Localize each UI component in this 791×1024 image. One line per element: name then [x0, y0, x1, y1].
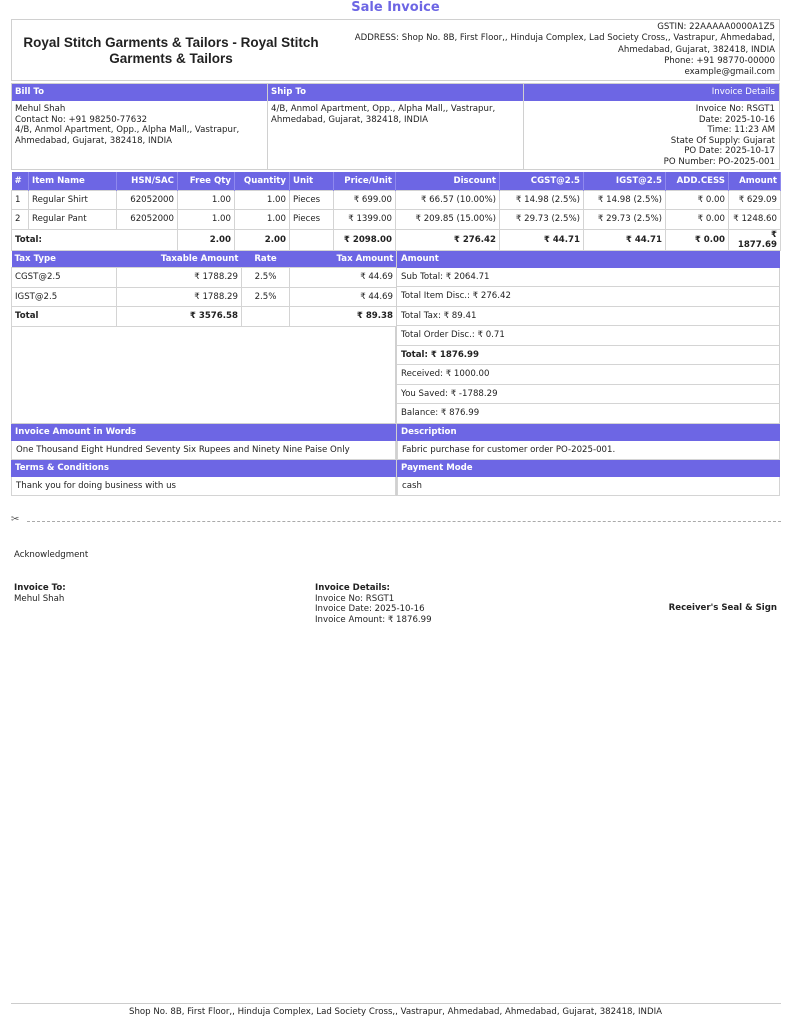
table-row [12, 190, 781, 210]
receiver-seal-sign: Receiver's Seal & Sign [668, 603, 777, 613]
received-amount: Received: ₹ 1000.00 [397, 365, 780, 385]
bill-to-panel [12, 84, 268, 169]
ship-to-title: Ship To [268, 84, 523, 101]
dashed-divider [27, 521, 781, 522]
tax-summary [11, 251, 396, 424]
business-phone: Phone: +91 98770-00000 [664, 55, 775, 66]
ack-invoice-date: Invoice Date: 2025-10-16 [315, 604, 425, 614]
col-amount: Amount [729, 172, 781, 190]
cell: ₹ 44.71 [500, 229, 584, 250]
cell: ₹ 89.38 [290, 307, 397, 327]
ack-invoice-to-name: Mehul Shah [14, 593, 65, 604]
bill-to-contact: Contact No: +91 98250-77632 [15, 114, 148, 125]
cell: Total: [12, 229, 178, 250]
balance-amount: Balance: ₹ 876.99 [397, 404, 780, 424]
bill-to-name: Mehul Shah [15, 104, 66, 114]
col-free-qty: Free Qty [178, 172, 235, 190]
col-quantity: Quantity [235, 172, 290, 190]
business-address-1: ADDRESS: Shop No. 8B, First Floor,, Hinduja Complex, Lad Society Cross,, Vastrapur, Ahmedabad, [354, 33, 775, 44]
cell: ₹ 1877.69 [729, 229, 781, 250]
description-title: Description [397, 424, 780, 441]
cell: 2 [12, 210, 29, 230]
items-total-row [12, 229, 781, 250]
cell: 62052000 [117, 210, 178, 230]
invoice-number: Invoice No: RSGT1 [695, 104, 775, 114]
cell: ₹ 0.00 [666, 190, 729, 210]
cell: ₹ 0.00 [666, 210, 729, 230]
cell: ₹ 276.42 [396, 229, 500, 250]
cell: ₹ 1788.29 [117, 287, 242, 307]
footer-divider [11, 1003, 781, 1004]
cell [290, 229, 334, 250]
payment-panel [396, 460, 780, 496]
amount-in-words: One Thousand Eight Hundred Seventy Six Rupees and Ninety Nine Paise Only [11, 441, 396, 460]
col-hsn: HSN/SAC [117, 172, 178, 190]
ack-invoice-to-label: Invoice To: [14, 583, 66, 593]
description-panel [396, 424, 780, 460]
bill-to-address-1: 4/B, Anmol Apartment, Opp., Alpha Mall,, Vastrapur, [15, 125, 240, 135]
terms-payment-section [11, 460, 780, 496]
description-text: Fabric purchase for customer order PO-2025-001. [397, 441, 780, 460]
total-order-discount: Total Order Disc.: ₹ 0.71 [397, 326, 780, 346]
total-item-discount: Total Item Disc.: ₹ 276.42 [397, 287, 780, 307]
tax-total-row [12, 307, 397, 327]
terms-panel [11, 460, 396, 496]
payment-title: Payment Mode [397, 460, 780, 477]
col-tax-type: Tax Type [12, 251, 117, 268]
payment-mode: cash [397, 477, 780, 496]
cell: ₹ 209.85 (15.00%) [396, 210, 500, 230]
ack-invoice-amount: Invoice Amount: ₹ 1876.99 [315, 614, 432, 625]
cell: 1 [12, 190, 29, 210]
cell: 2.5% [242, 287, 290, 307]
cell: IGST@2.5 [12, 287, 117, 307]
col-rate: Rate [242, 251, 290, 268]
sub-total: Sub Total: ₹ 2064.71 [397, 268, 780, 288]
cell: CGST@2.5 [12, 268, 117, 288]
you-saved: You Saved: ₹ -1788.29 [397, 385, 780, 405]
table-row [12, 210, 781, 230]
page-title: Sale Invoice [351, 0, 440, 15]
col-cess: ADD.CESS [666, 172, 729, 190]
cell: ₹ 44.69 [290, 268, 397, 288]
ack-invoice-to [14, 583, 66, 604]
tax-table [11, 251, 397, 327]
business-header [11, 19, 780, 81]
business-email: example@gmail.com [684, 67, 775, 78]
cell: 1.00 [178, 190, 235, 210]
cell: ₹ 699.00 [334, 190, 396, 210]
cell: ₹ 14.98 (2.5%) [500, 190, 584, 210]
table-row [12, 268, 397, 288]
acknowledgment-title: Acknowledgment [14, 550, 89, 560]
cell: 1.00 [235, 190, 290, 210]
table-row [12, 287, 397, 307]
grand-total: Total: ₹ 1876.99 [397, 346, 780, 366]
invoice-time: Time: 11:23 AM [707, 125, 775, 135]
cell: Regular Pant [29, 210, 117, 230]
blank-area [11, 327, 396, 424]
cell: 2.00 [178, 229, 235, 250]
amount-summary [396, 251, 780, 424]
party-section [11, 83, 780, 170]
bill-to-address-2: Ahmedabad, Gujarat, 382418, INDIA [15, 135, 172, 146]
amount-in-words-panel [11, 424, 396, 460]
col-cgst: CGST@2.5 [500, 172, 584, 190]
col-price: Price/Unit [334, 172, 396, 190]
ack-details-label: Invoice Details: [315, 583, 390, 593]
col-discount: Discount [396, 172, 500, 190]
col-unit: Unit [290, 172, 334, 190]
cell: 1.00 [178, 210, 235, 230]
cell: 1.00 [235, 210, 290, 230]
cell [242, 307, 290, 327]
ship-to-panel [268, 84, 524, 169]
po-date: PO Date: 2025-10-17 [684, 146, 775, 156]
total-tax: Total Tax: ₹ 89.41 [397, 307, 780, 327]
amount-title: Amount [397, 251, 780, 268]
cell: Regular Shirt [29, 190, 117, 210]
scissors-icon: ✂ [11, 514, 20, 525]
invoice-details-panel [524, 84, 779, 169]
ack-invoice-no: Invoice No: RSGT1 [315, 593, 395, 604]
items-header-row [12, 172, 781, 190]
business-name: Royal Stitch Garments & Tailors - Royal Stitch Garments & Tailors [23, 35, 319, 66]
summary-section [11, 251, 780, 424]
ack-invoice-details [315, 583, 432, 625]
cell: ₹ 629.09 [729, 190, 781, 210]
items-table [11, 172, 781, 251]
cell: ₹ 44.71 [584, 229, 666, 250]
business-address-2: Ahmedabad, Gujarat, 382418, INDIA [618, 44, 775, 55]
invoice-details-title: Invoice Details [524, 84, 779, 101]
col-tax-amount: Tax Amount [290, 251, 397, 268]
words-description-section [11, 424, 780, 460]
col-index: # [12, 172, 29, 190]
terms-text: Thank you for doing business with us [11, 477, 396, 496]
cell: Pieces [290, 210, 334, 230]
amount-in-words-title: Invoice Amount in Words [11, 424, 396, 441]
cell: Pieces [290, 190, 334, 210]
invoice-sheet [11, 19, 780, 496]
cell: ₹ 44.69 [290, 287, 397, 307]
cell: ₹ 0.00 [666, 229, 729, 250]
invoice-date: Date: 2025-10-16 [698, 114, 775, 125]
cell: ₹ 29.73 (2.5%) [500, 210, 584, 230]
cell: ₹ 29.73 (2.5%) [584, 210, 666, 230]
cell: ₹ 1399.00 [334, 210, 396, 230]
cell: 2.5% [242, 268, 290, 288]
cell: ₹ 1248.60 [729, 210, 781, 230]
terms-title: Terms & Conditions [11, 460, 396, 477]
cell: ₹ 1788.29 [117, 268, 242, 288]
ship-to-address-2: Ahmedabad, Gujarat, 382418, INDIA [271, 114, 428, 125]
state-of-supply: State Of Supply: Gujarat [670, 135, 775, 146]
tax-header-row [12, 251, 397, 268]
cell: 62052000 [117, 190, 178, 210]
ship-to-address-1: 4/B, Anmol Apartment, Opp., Alpha Mall,, Vastrapur, [271, 104, 496, 114]
po-number: PO Number: PO-2025-001 [663, 156, 775, 167]
bill-to-title: Bill To [12, 84, 267, 101]
cell: ₹ 3576.58 [117, 307, 242, 327]
business-gstin: GSTIN: 22AAAAA0000A1Z5 [657, 22, 775, 32]
cell: ₹ 14.98 (2.5%) [584, 190, 666, 210]
col-item-name: Item Name [29, 172, 117, 190]
cut-line [11, 516, 781, 526]
business-info [345, 22, 775, 78]
col-igst: IGST@2.5 [584, 172, 666, 190]
cell: ₹ 2098.00 [334, 229, 396, 250]
cell: Total [12, 307, 117, 327]
cell: 2.00 [235, 229, 290, 250]
footer-address: Shop No. 8B, First Floor,, Hinduja Complex, Lad Society Cross,, Vastrapur, Ahmedabad, Ahmedabad, Gujarat, 382418, INDIA [129, 1007, 662, 1017]
cell: ₹ 66.57 (10.00%) [396, 190, 500, 210]
col-taxable-amount: Taxable Amount [117, 251, 242, 268]
